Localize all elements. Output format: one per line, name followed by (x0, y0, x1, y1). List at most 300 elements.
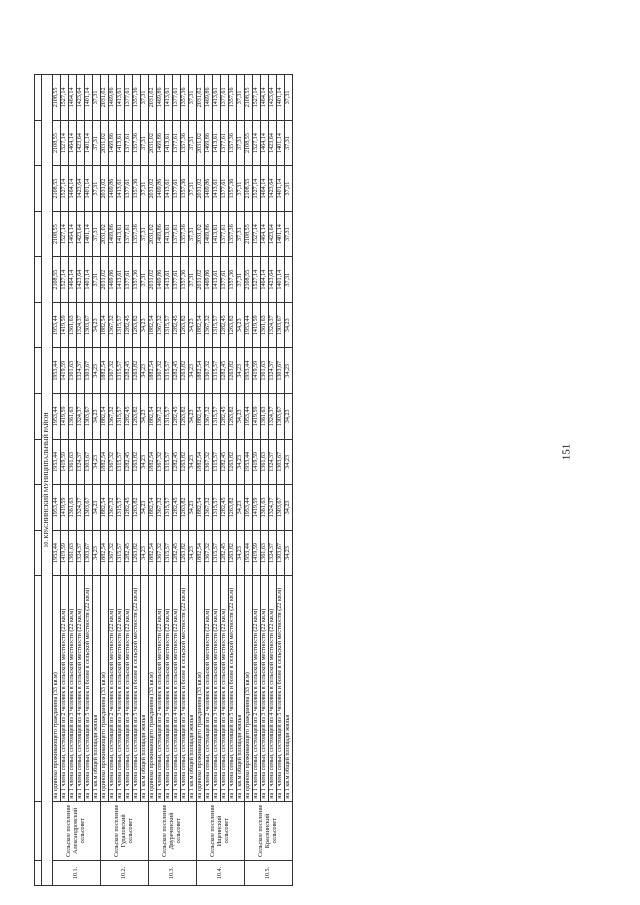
table-row (197, 75, 205, 886)
price-cell: 1361,63 (69, 394, 77, 440)
price-cell: 1423,64 (77, 257, 85, 303)
price-cell: 1263,82 (133, 485, 141, 531)
price-cell: 1401,14 (85, 75, 93, 121)
price-cell: 1263,82 (181, 348, 189, 394)
section-code: 10.3. (149, 860, 197, 885)
price-cell: 1377,61 (173, 211, 181, 257)
price-cell: 1419,59 (61, 439, 69, 485)
price-cell: 1367,32 (205, 530, 213, 576)
price-cell: 1282,45 (221, 302, 229, 348)
category-label: на 1 кв.м общей площади жилья (93, 576, 101, 802)
price-cell: 1303,67 (277, 302, 285, 348)
category-label: на 1 члена семьи, состоящей из 4 человек в сельской местности (22 кв.м) (221, 576, 229, 802)
table-row (157, 75, 165, 886)
price-cell: 1282,45 (221, 439, 229, 485)
price-cell: 1413,61 (165, 75, 173, 121)
municipality-name: Сельское поселение Краснинский сельсовет (245, 801, 293, 860)
price-cell: 1282,45 (173, 439, 181, 485)
price-cell: 1882,54 (101, 348, 109, 394)
price-cell: 2108,55 (245, 166, 253, 212)
table-row (61, 75, 69, 886)
price-cell: 34,23 (285, 394, 293, 440)
price-cell: 1315,57 (165, 530, 173, 576)
price-cell: 1527,14 (253, 257, 261, 303)
price-cell: 34,23 (237, 348, 245, 394)
category-label: на 1 кв.м общей площади жилья (285, 576, 293, 802)
price-cell: 1315,57 (165, 348, 173, 394)
price-cell: 2031,02 (101, 211, 109, 257)
price-cell: 1413,61 (117, 75, 125, 121)
price-cell: 1469,86 (109, 211, 117, 257)
price-cell: 34,23 (141, 485, 149, 531)
price-cell: 1367,32 (205, 394, 213, 440)
price-cell: 34,23 (93, 485, 101, 531)
table-row (269, 75, 277, 886)
price-cell: 37,31 (237, 75, 245, 121)
price-cell: 2031,02 (149, 120, 157, 166)
price-cell: 1303,67 (277, 394, 285, 440)
price-cell: 1953,44 (245, 439, 253, 485)
price-cell: 37,31 (285, 211, 293, 257)
price-cell: 34,23 (93, 302, 101, 348)
price-cell: 1469,86 (157, 120, 165, 166)
price-cell: 1419,59 (253, 394, 261, 440)
table-row (221, 75, 229, 886)
price-cell: 1315,57 (117, 439, 125, 485)
price-cell: 1953,44 (53, 439, 61, 485)
price-cell: 1315,57 (213, 348, 221, 394)
price-cell: 1367,32 (109, 394, 117, 440)
price-cell: 1357,36 (133, 257, 141, 303)
price-cell: 1882,54 (197, 348, 205, 394)
price-cell: 1423,64 (269, 120, 277, 166)
price-cell: 2031,02 (149, 75, 157, 121)
price-cell: 1527,14 (61, 75, 69, 121)
price-cell: 1315,57 (117, 302, 125, 348)
price-cell: 1367,32 (157, 394, 165, 440)
price-cell: 1357,36 (181, 75, 189, 121)
price-cell: 1401,14 (277, 257, 285, 303)
price-cell: 1469,86 (205, 120, 213, 166)
price-cell: 1357,36 (181, 120, 189, 166)
price-cell: 1324,37 (77, 485, 85, 531)
price-cell: 1464,14 (69, 120, 77, 166)
price-cell: 2031,02 (101, 75, 109, 121)
price-cell: 1469,86 (157, 211, 165, 257)
price-cell: 1282,45 (173, 530, 181, 576)
table-row (149, 75, 157, 886)
category-label: на 1 кв.м общей площади жилья (237, 576, 245, 802)
price-cell: 2031,02 (197, 257, 205, 303)
price-cell: 37,31 (93, 211, 101, 257)
price-cell: 1263,82 (181, 530, 189, 576)
price-cell: 1377,61 (125, 120, 133, 166)
price-cell: 2031,02 (101, 120, 109, 166)
price-cell: 1357,36 (229, 257, 237, 303)
price-cell: 1324,37 (269, 348, 277, 394)
price-cell: 1263,82 (133, 348, 141, 394)
price-cell: 1882,54 (101, 394, 109, 440)
price-cell: 34,23 (237, 394, 245, 440)
section-code: 10.4. (197, 860, 245, 885)
category-label: на 1 члена семьи, состоящей из 2 человек в сельской местности (22 кв.м) (253, 576, 261, 802)
price-cell: 1377,61 (125, 257, 133, 303)
category-label: на одиноко проживающего гражданина (33 кв.м) (149, 576, 157, 802)
price-cell: 1953,44 (53, 302, 61, 348)
price-cell: 37,31 (141, 166, 149, 212)
price-cell: 1357,36 (181, 166, 189, 212)
table-row (189, 75, 197, 886)
price-cell: 1263,82 (181, 302, 189, 348)
price-cell: 1357,36 (133, 166, 141, 212)
price-cell: 1469,86 (157, 257, 165, 303)
price-cell: 1324,37 (77, 348, 85, 394)
table-row (101, 75, 109, 886)
price-cell: 2108,55 (245, 211, 253, 257)
category-label: на 1 члена семьи, состоящей из 3 человек в сельской местности (22 кв.м) (117, 576, 125, 802)
price-cell: 1469,86 (109, 75, 117, 121)
category-label: на одиноко проживающего гражданина (33 кв.м) (197, 576, 205, 802)
table-row (253, 75, 261, 886)
price-cell: 1361,63 (261, 485, 269, 531)
price-cell: 1527,14 (61, 211, 69, 257)
price-cell: 1469,86 (109, 257, 117, 303)
price-cell: 1419,59 (61, 348, 69, 394)
price-cell: 1324,37 (77, 439, 85, 485)
price-cell: 1401,14 (277, 211, 285, 257)
table-row (53, 75, 61, 886)
price-cell: 37,31 (285, 120, 293, 166)
price-cell: 1303,67 (277, 485, 285, 531)
price-cell: 1527,14 (61, 120, 69, 166)
price-cell: 1419,59 (253, 302, 261, 348)
price-cell: 37,31 (141, 120, 149, 166)
price-cell: 1361,63 (69, 348, 77, 394)
price-cell: 1361,63 (261, 348, 269, 394)
price-cell: 37,31 (189, 211, 197, 257)
price-cell: 1882,54 (149, 348, 157, 394)
price-cell: 37,31 (93, 75, 101, 121)
price-cell: 1401,14 (277, 166, 285, 212)
price-cell: 1282,45 (173, 485, 181, 531)
price-cell: 1367,32 (205, 348, 213, 394)
price-cell: 1357,36 (133, 120, 141, 166)
price-cell: 1401,14 (85, 166, 93, 212)
price-cell: 1413,61 (117, 166, 125, 212)
category-label: на 1 члена семьи, состоящей из 3 человек в сельской местности (22 кв.м) (69, 576, 77, 802)
price-cell: 1413,61 (213, 166, 221, 212)
price-cell: 1882,54 (149, 394, 157, 440)
price-cell: 1882,54 (101, 439, 109, 485)
price-cell: 1282,45 (221, 348, 229, 394)
price-cell: 1469,86 (205, 166, 213, 212)
price-cell: 1413,61 (117, 211, 125, 257)
price-cell: 1367,32 (109, 530, 117, 576)
price-cell: 1527,14 (61, 166, 69, 212)
price-cell: 1361,63 (261, 439, 269, 485)
price-cell: 1303,67 (85, 348, 93, 394)
price-cell: 1413,61 (165, 120, 173, 166)
price-cell: 1315,57 (213, 485, 221, 531)
price-cell: 1303,67 (277, 348, 285, 394)
price-cell: 1367,32 (157, 485, 165, 531)
price-cell: 1324,37 (269, 302, 277, 348)
price-cell: 1953,44 (245, 485, 253, 531)
price-cell: 1315,57 (213, 530, 221, 576)
price-cell: 1419,59 (61, 394, 69, 440)
price-cell: 1315,57 (213, 394, 221, 440)
price-cell: 1882,54 (101, 530, 109, 576)
price-cell: 37,31 (285, 75, 293, 121)
price-cell: 1303,67 (85, 439, 93, 485)
price-cell: 37,31 (189, 75, 197, 121)
category-label: на 1 члена семьи, состоящей из 4 человек в сельской местности (22 кв.м) (125, 576, 133, 802)
table-row (85, 75, 93, 886)
category-label: на 1 члена семьи, состоящей из 2 человек в сельской местности (22 кв.м) (109, 576, 117, 802)
price-cell: 1315,57 (165, 485, 173, 531)
price-cell: 1303,67 (277, 439, 285, 485)
price-cell: 1469,86 (157, 166, 165, 212)
price-cell: 1324,37 (269, 394, 277, 440)
price-cell: 34,23 (141, 394, 149, 440)
price-cell: 1469,86 (205, 257, 213, 303)
price-cell: 34,23 (93, 394, 101, 440)
price-cell: 1377,61 (173, 257, 181, 303)
category-label: на 1 члена семьи, состоящей из 2 человек в сельской местности (22 кв.м) (61, 576, 69, 802)
category-label: на 1 члена семьи, состоящей из 5 человек и более в сельской местности (22 кв.м) (277, 576, 285, 802)
price-cell: 1282,45 (221, 485, 229, 531)
price-cell: 1367,32 (109, 348, 117, 394)
price-cell: 1377,61 (173, 120, 181, 166)
municipality-name: Сельское поселение Ищеинский сельсовет (197, 801, 245, 860)
price-cell: 1464,14 (69, 211, 77, 257)
price-cell: 1315,57 (213, 302, 221, 348)
price-cell: 1423,64 (269, 75, 277, 121)
price-cell: 37,31 (141, 211, 149, 257)
municipality-name: Сельское поселение Александровский сельсовет (53, 801, 101, 860)
price-cell: 1464,14 (69, 75, 77, 121)
category-label: на 1 члена семьи, состоящей из 3 человек в сельской местности (22 кв.м) (261, 576, 269, 802)
table-row (205, 75, 213, 886)
price-cell: 1953,44 (53, 530, 61, 576)
price-cell: 2108,55 (53, 75, 61, 121)
price-cell: 1357,36 (229, 75, 237, 121)
price-cell: 1469,86 (157, 75, 165, 121)
price-cell: 2108,55 (245, 120, 253, 166)
price-cell: 1413,61 (165, 166, 173, 212)
category-label: на одиноко проживающего гражданина (33 кв.м) (101, 576, 109, 802)
price-cell: 1882,54 (197, 485, 205, 531)
price-cell: 1527,14 (253, 211, 261, 257)
price-cell: 1361,63 (69, 530, 77, 576)
category-label: на 1 кв.м общей площади жилья (141, 576, 149, 802)
price-cell: 1527,14 (253, 166, 261, 212)
price-cell: 1423,64 (269, 166, 277, 212)
price-cell: 34,23 (189, 394, 197, 440)
price-cell: 34,23 (285, 348, 293, 394)
price-cell: 1401,14 (277, 120, 285, 166)
price-cell: 1303,67 (85, 302, 93, 348)
table-row (125, 75, 133, 886)
price-cell: 1367,32 (205, 485, 213, 531)
price-cell: 34,23 (237, 302, 245, 348)
category-label: на 1 члена семьи, состоящей из 5 человек и более в сельской местности (22 кв.м) (85, 576, 93, 802)
price-cell: 1464,14 (69, 257, 77, 303)
price-cell: 1423,64 (77, 166, 85, 212)
price-cell: 1469,86 (205, 75, 213, 121)
price-cell: 1357,36 (229, 211, 237, 257)
category-label: на 1 члена семьи, состоящей из 4 человек в сельской местности (22 кв.м) (77, 576, 85, 802)
price-cell: 1324,37 (77, 302, 85, 348)
district-title: 10. КРАСНИНСКИЙ МУНИЦИПАЛЬНЫЙ РАЙОН (42, 75, 53, 886)
section-code: 10.1. (53, 860, 101, 885)
price-cell: 34,23 (285, 302, 293, 348)
price-cell: 1303,67 (85, 485, 93, 531)
price-cell: 1953,44 (245, 530, 253, 576)
category-label: на 1 члена семьи, состоящей из 2 человек в сельской местности (22 кв.м) (205, 576, 213, 802)
price-cell: 1423,64 (269, 257, 277, 303)
price-cell: 1324,37 (269, 485, 277, 531)
price-cell: 2108,55 (245, 257, 253, 303)
price-cell: 1423,64 (269, 211, 277, 257)
price-cell: 1263,82 (133, 394, 141, 440)
price-cell: 1464,14 (261, 257, 269, 303)
price-cell: 1882,54 (149, 485, 157, 531)
price-cell: 1527,14 (253, 120, 261, 166)
price-cell: 1413,61 (213, 120, 221, 166)
price-cell: 1423,64 (77, 211, 85, 257)
price-cell: 1315,57 (117, 394, 125, 440)
price-cell: 2031,02 (197, 120, 205, 166)
price-cell: 1263,82 (229, 439, 237, 485)
price-cell: 1303,67 (277, 530, 285, 576)
price-cell: 34,23 (93, 530, 101, 576)
district-header-row (42, 75, 53, 886)
price-cell: 1401,14 (85, 257, 93, 303)
table-row (285, 75, 293, 886)
price-cell: 1401,14 (85, 211, 93, 257)
price-cell: 1367,32 (205, 439, 213, 485)
category-label: на 1 члена семьи, состоящей из 2 человек в сельской местности (22 кв.м) (157, 576, 165, 802)
price-cell: 37,31 (93, 257, 101, 303)
category-label: на 1 члена семьи, состоящей из 5 человек и более в сельской местности (22 кв.м) (133, 576, 141, 802)
price-cell: 34,23 (93, 439, 101, 485)
price-cell: 1377,61 (221, 75, 229, 121)
price-cell: 1282,45 (173, 302, 181, 348)
category-label: на 1 члена семьи, состоящей из 5 человек и более в сельской местности (22 кв.м) (181, 576, 189, 802)
table-row (213, 75, 221, 886)
price-cell: 34,23 (141, 348, 149, 394)
price-cell: 2108,55 (53, 257, 61, 303)
price-cell: 1953,44 (245, 348, 253, 394)
price-cell: 34,23 (285, 530, 293, 576)
price-cell: 37,31 (237, 211, 245, 257)
price-cell: 1464,14 (69, 166, 77, 212)
table-row (181, 75, 189, 886)
price-cell: 34,23 (237, 439, 245, 485)
price-cell: 1282,45 (173, 394, 181, 440)
table-row (117, 75, 125, 886)
price-cell: 37,31 (93, 166, 101, 212)
price-cell: 34,23 (285, 439, 293, 485)
category-label: на 1 члена семьи, состоящей из 5 человек и более в сельской местности (22 кв.м) (229, 576, 237, 802)
table-row (109, 75, 117, 886)
price-cell: 1413,61 (213, 257, 221, 303)
price-cell: 1464,14 (261, 211, 269, 257)
category-label: на 1 члена семьи, состоящей из 3 человек в сельской местности (22 кв.м) (165, 576, 173, 802)
price-cell: 34,23 (237, 530, 245, 576)
price-cell: 37,31 (237, 166, 245, 212)
price-cell: 1882,54 (149, 439, 157, 485)
price-cell: 37,31 (237, 257, 245, 303)
price-cell: 2031,02 (197, 166, 205, 212)
price-cell: 1357,36 (181, 257, 189, 303)
table-row (133, 75, 141, 886)
category-label: на одиноко проживающего гражданина (33 кв.м) (53, 576, 61, 802)
price-cell: 1367,32 (205, 302, 213, 348)
price-cell: 1882,54 (149, 530, 157, 576)
price-cell: 1357,36 (229, 120, 237, 166)
price-cell: 34,23 (93, 348, 101, 394)
price-cell: 1361,63 (69, 302, 77, 348)
price-cell: 1263,82 (133, 302, 141, 348)
table-row (229, 75, 237, 886)
table-row (165, 75, 173, 886)
price-cell: 1367,32 (109, 302, 117, 348)
price-cell: 2108,55 (53, 166, 61, 212)
price-cell: 37,31 (141, 75, 149, 121)
price-cell: 1527,14 (253, 75, 261, 121)
price-cell: 1419,59 (61, 302, 69, 348)
section-code: 10.5. (245, 860, 293, 885)
municipality-name: Сельское поселение Гудаловский сельсовет (101, 801, 149, 860)
price-cell: 1464,14 (261, 166, 269, 212)
price-cell: 1401,14 (85, 120, 93, 166)
table-top-row (35, 75, 42, 886)
price-cell: 1377,61 (221, 257, 229, 303)
price-cell: 1263,82 (133, 439, 141, 485)
price-cell: 2031,02 (149, 257, 157, 303)
price-cell: 1361,63 (261, 302, 269, 348)
price-cell: 1419,59 (61, 530, 69, 576)
category-label: на одиноко проживающего гражданина (33 кв.м) (245, 576, 253, 802)
price-cell: 1377,61 (125, 211, 133, 257)
price-cell: 1282,45 (125, 302, 133, 348)
price-cell: 1882,54 (197, 302, 205, 348)
price-cell: 1882,54 (149, 302, 157, 348)
price-cell: 1282,45 (125, 530, 133, 576)
price-cell: 1361,63 (69, 485, 77, 531)
category-label: на 1 члена семьи, состоящей из 3 человек в сельской местности (22 кв.м) (213, 576, 221, 802)
table-row (237, 75, 245, 886)
price-cell: 1282,45 (221, 394, 229, 440)
price-cell: 1419,59 (253, 530, 261, 576)
price-cell: 1419,59 (61, 485, 69, 531)
price-cell: 34,23 (141, 302, 149, 348)
price-cell: 1413,61 (165, 257, 173, 303)
price-cell: 37,31 (189, 257, 197, 303)
table-row (245, 75, 253, 886)
table-row (69, 75, 77, 886)
price-cell: 1324,37 (77, 394, 85, 440)
price-cell: 2031,02 (101, 166, 109, 212)
price-cell: 1882,54 (101, 302, 109, 348)
price-cell: 1361,63 (69, 439, 77, 485)
price-cell: 34,23 (237, 485, 245, 531)
price-cell: 1882,54 (101, 485, 109, 531)
price-cell: 37,31 (141, 257, 149, 303)
price-cell: 34,23 (141, 439, 149, 485)
